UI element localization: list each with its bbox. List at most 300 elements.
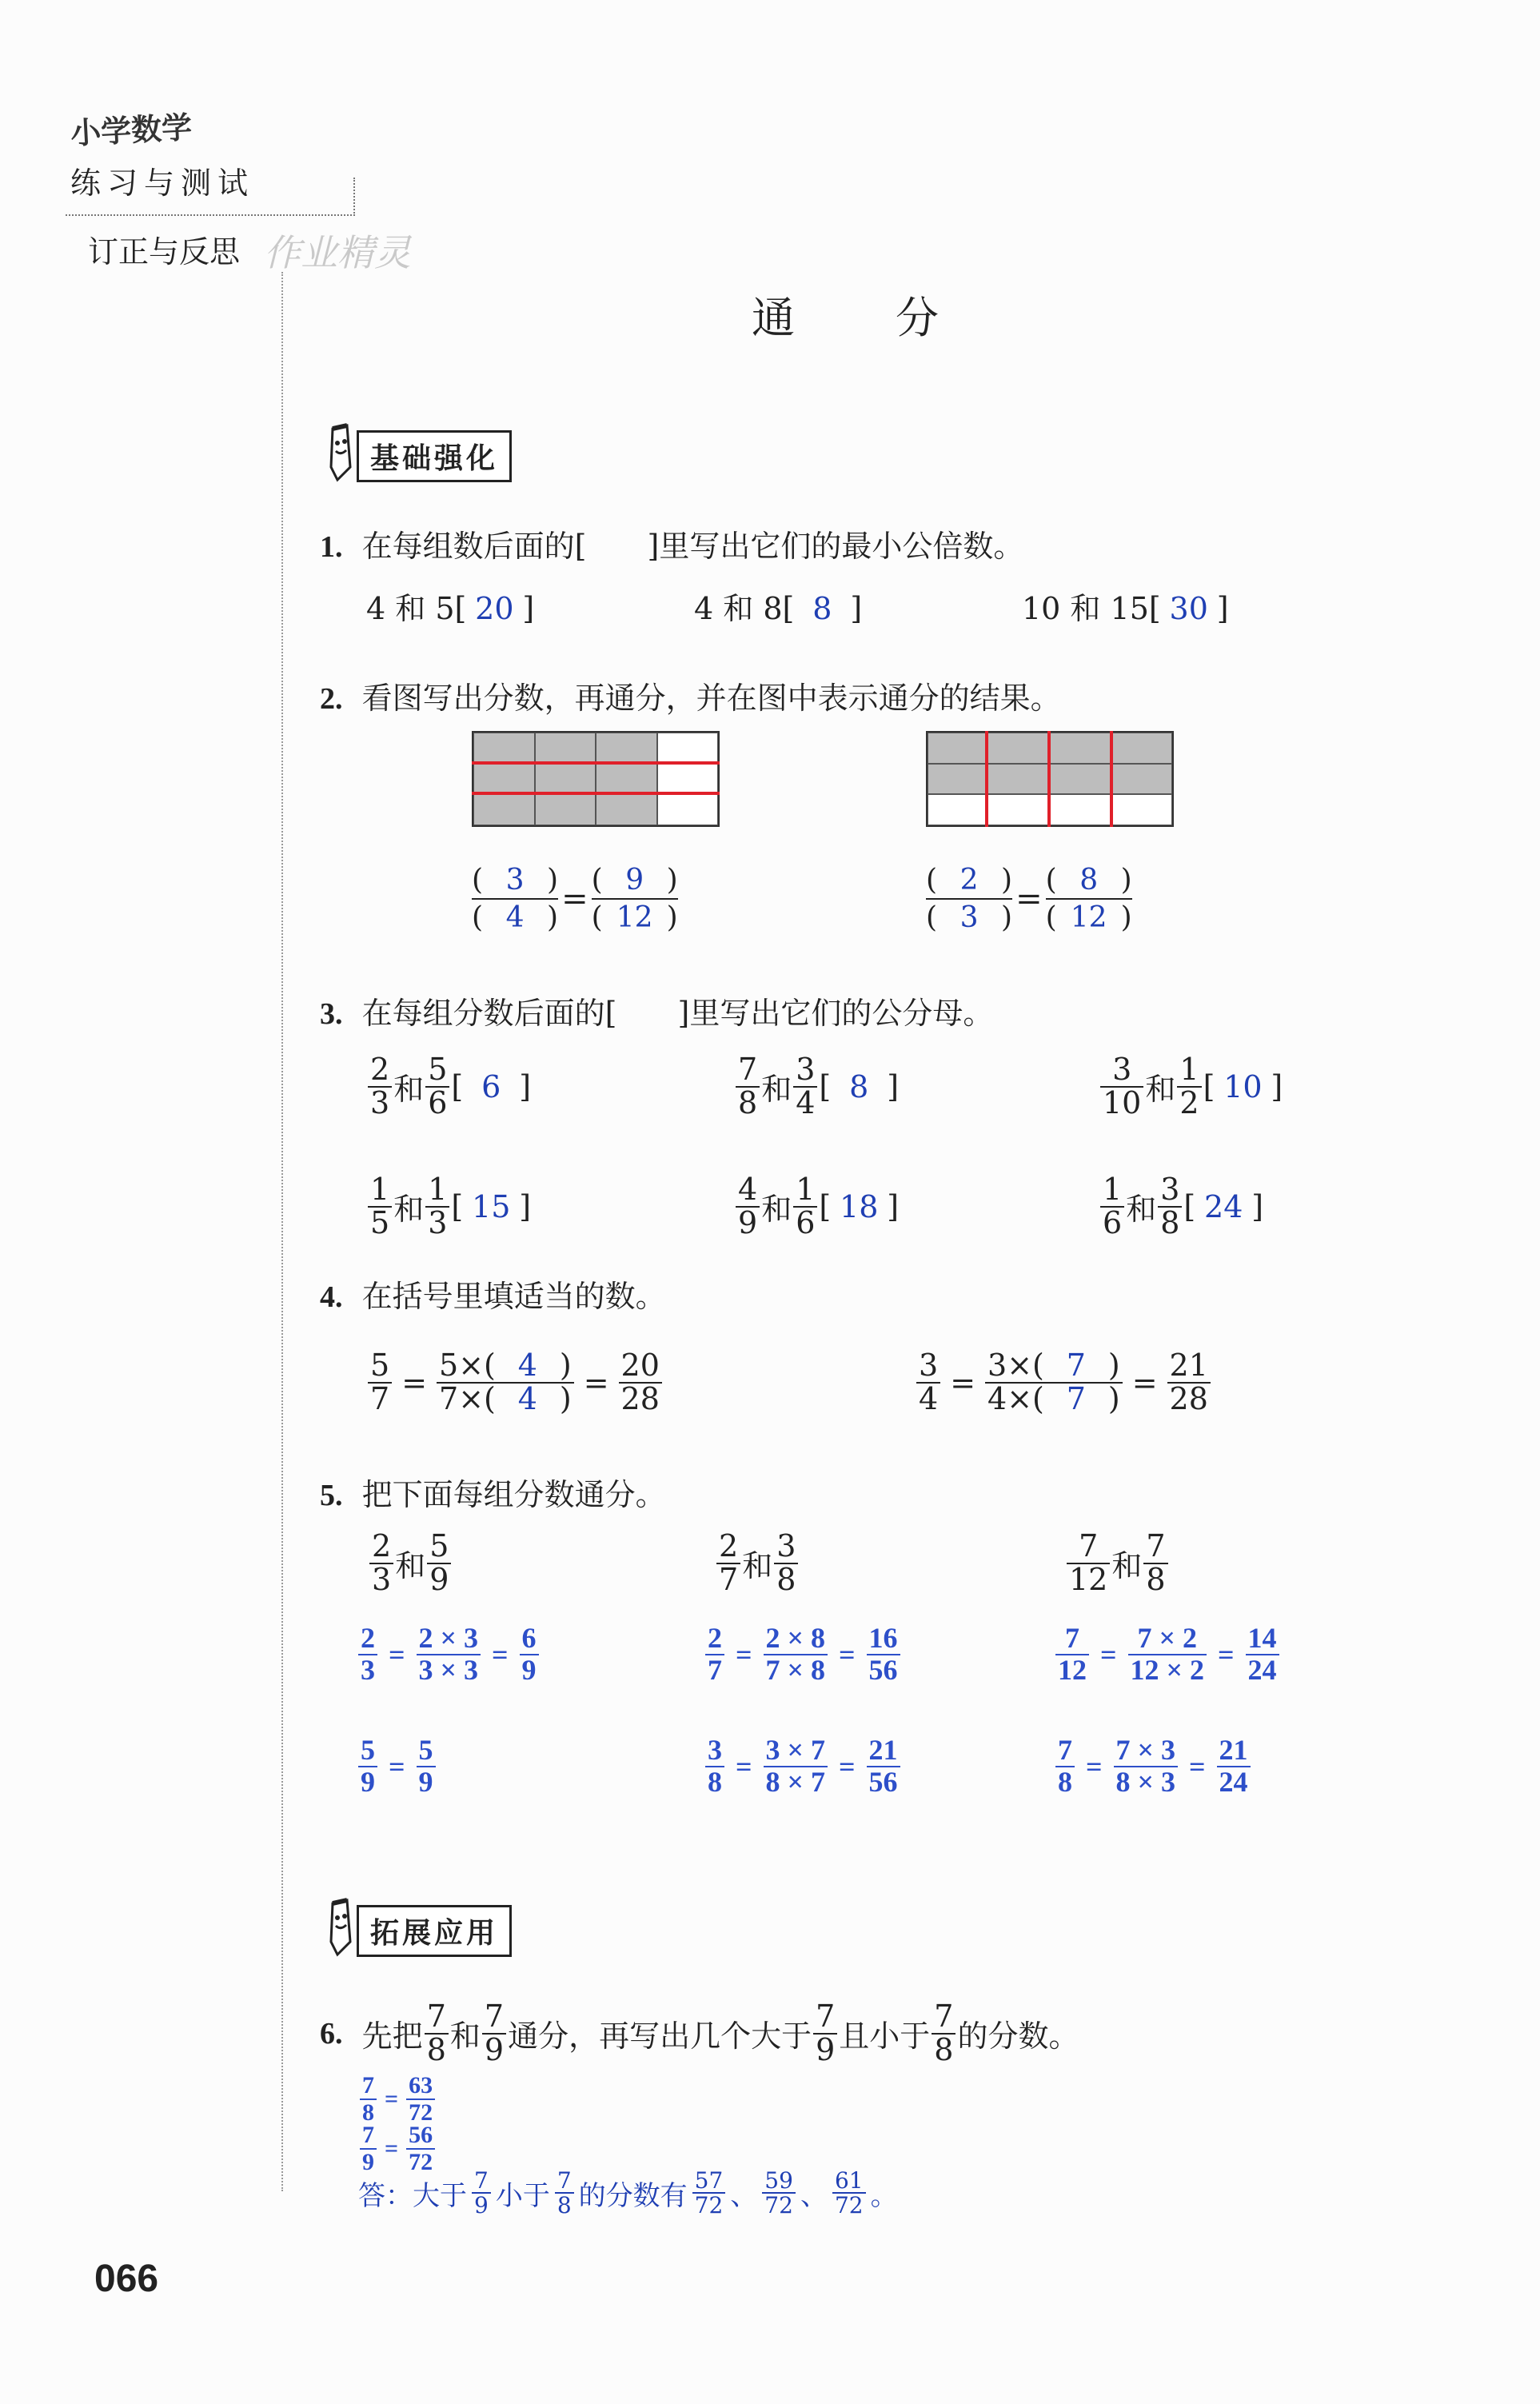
bracket-open: [ <box>1183 1188 1196 1224</box>
and-word: 和 <box>393 1072 425 1108</box>
multiplier: 5×( <box>439 1348 496 1383</box>
numerator: 7 <box>1065 1622 1079 1654</box>
fraction <box>926 862 1012 936</box>
numerator <box>592 862 678 898</box>
answer: 9 <box>625 864 644 897</box>
grid-cell-shaded <box>535 733 596 825</box>
denominator: 3 <box>368 1086 392 1120</box>
fraction <box>1158 1174 1182 1240</box>
q1-prompt <box>320 521 1023 565</box>
denominator: 28 <box>1167 1382 1211 1416</box>
q3-number: 3. <box>320 997 343 1031</box>
q1-answer: 20 <box>475 591 514 626</box>
numerator <box>472 862 558 898</box>
numerator <box>926 862 1012 898</box>
fraction <box>1100 1174 1124 1240</box>
denominator: 7 <box>368 1382 392 1416</box>
q3-item <box>734 1174 899 1240</box>
fraction <box>482 2001 506 2067</box>
q6-work-line <box>358 2122 437 2174</box>
fraction <box>425 1174 449 1240</box>
and-word: 和 <box>1145 1072 1176 1108</box>
denominator: 4 <box>793 1086 817 1120</box>
denominator: 72 <box>406 2148 435 2175</box>
q1-item <box>1022 584 1229 628</box>
q6-prompt <box>320 2001 1079 2067</box>
q5-group-prompt <box>715 1528 800 1597</box>
denominator: 5 <box>368 1206 392 1240</box>
numerator: 5 <box>361 1734 375 1766</box>
paren: ) <box>547 901 559 934</box>
answer: 3 <box>960 901 979 934</box>
fraction <box>1167 1350 1211 1416</box>
equals-sign: = <box>385 2085 399 2112</box>
denominator: 6 <box>793 1206 817 1240</box>
pencil-icon <box>320 422 357 489</box>
fraction <box>867 1623 900 1686</box>
fraction <box>736 1174 760 1240</box>
fraction <box>425 2001 449 2067</box>
numerator: 3 <box>1112 1052 1132 1087</box>
bracket-close: ] <box>519 1068 532 1104</box>
q6-number: 6. <box>320 2016 343 2051</box>
q6-answer <box>358 2169 898 2218</box>
denominator: 10 <box>1100 1086 1143 1120</box>
denominator: 9 <box>472 2192 491 2217</box>
answer: 8 <box>1079 864 1099 897</box>
and-word: 和 <box>742 1548 773 1584</box>
fraction <box>472 862 558 936</box>
fraction <box>520 1623 539 1686</box>
denominator: 4×( 7 ) <box>985 1382 1123 1416</box>
q6-text: 且小于 <box>839 2019 931 2055</box>
equals-sign: = <box>401 1364 428 1400</box>
q1-text: 在每组数后面的[ ]里写出它们的最小公倍数。 <box>361 529 1024 564</box>
series-title: 小学数学 <box>70 111 193 151</box>
bracket-open: [ <box>451 1068 464 1104</box>
answer-text: 小于 <box>495 2179 550 2212</box>
numerator: 2 <box>361 1622 375 1654</box>
equals-sign: = <box>950 1364 976 1400</box>
q1-item-label: 10 和 15[ <box>1022 591 1161 626</box>
numerator: 7 <box>934 1999 954 2034</box>
fraction <box>592 862 678 936</box>
denominator: 9 <box>360 2148 377 2175</box>
numerator: 4 <box>738 1172 758 1207</box>
denominator <box>1046 898 1132 936</box>
numerator: 5 <box>428 1052 448 1087</box>
paren: ( <box>591 864 603 897</box>
paren: ( <box>926 864 938 897</box>
denominator: 56 <box>867 1654 900 1686</box>
numerator: 5 <box>370 1348 390 1383</box>
fraction <box>427 1528 451 1597</box>
denominator: 4 <box>916 1382 940 1416</box>
denominator: 8 <box>1055 1766 1075 1798</box>
q1-item <box>694 584 862 628</box>
equals-sign: = <box>839 1750 856 1783</box>
numerator: 3 <box>796 1052 816 1087</box>
equals-sign: = <box>389 1638 405 1671</box>
denominator: 8 × 3 <box>1114 1766 1179 1798</box>
grid-cell <box>657 733 719 825</box>
fraction <box>406 2073 435 2125</box>
fraction <box>437 1350 574 1416</box>
fraction <box>867 1735 900 1798</box>
numerator: 21 <box>868 1734 898 1766</box>
fraction <box>793 1054 817 1120</box>
bracket-open: [ <box>451 1188 464 1224</box>
multiplier: 7×( <box>439 1380 496 1416</box>
numerator: 7 <box>1146 1528 1166 1563</box>
margin-divider <box>281 272 283 2191</box>
bracket-close: ] <box>887 1188 900 1224</box>
denominator: 8 <box>1158 1206 1182 1240</box>
q2-left-equation <box>472 862 678 936</box>
q3-text: 在每组分数后面的[ ]里写出它们的公分母。 <box>361 996 994 1031</box>
numerator: 1 <box>796 1172 816 1207</box>
denominator: 7 × 8 <box>764 1654 828 1686</box>
denominator: 3 <box>358 1654 377 1686</box>
fraction <box>793 1174 817 1240</box>
equals-sign: = <box>385 2134 399 2162</box>
denominator: 12 <box>1067 1563 1110 1596</box>
bracket-close: ] <box>519 1188 532 1224</box>
equals-sign: = <box>1189 1750 1206 1783</box>
section-basic-label: 基础强化 <box>357 430 512 482</box>
paren: ) <box>666 901 678 934</box>
answer: 3 <box>505 864 525 897</box>
answer: 12 <box>616 901 653 934</box>
numerator: 2 <box>708 1622 722 1654</box>
paren: ) <box>1120 901 1132 934</box>
answer: 4 <box>517 1380 537 1416</box>
numerator: 5×( 4 ) <box>439 1348 572 1383</box>
denominator: 2 <box>1177 1086 1201 1120</box>
denominator: 72 <box>762 2192 796 2217</box>
q1-item <box>366 584 534 628</box>
denominator: 3 <box>425 1206 449 1240</box>
denominator: 8 <box>774 1563 798 1596</box>
fraction <box>1114 1735 1179 1798</box>
numerator: 3 <box>919 1348 939 1383</box>
multiplier: 4×( <box>987 1380 1044 1416</box>
numerator: 59 <box>764 2167 793 2194</box>
fraction <box>1246 1623 1279 1686</box>
numerator: 2 × 3 <box>418 1622 479 1654</box>
denominator: 9 <box>736 1206 760 1240</box>
answer: 4 <box>505 901 525 934</box>
q5-prompt <box>320 1470 666 1514</box>
numerator: 6 <box>521 1622 537 1654</box>
numerator: 56 <box>409 2122 433 2148</box>
numerator: 7 × 3 <box>1115 1734 1176 1766</box>
numerator: 7 <box>557 2167 572 2194</box>
fraction <box>736 1054 760 1120</box>
answer: 2 <box>960 864 979 897</box>
paren: ( <box>472 901 484 934</box>
denominator: 3 × 3 <box>417 1654 481 1686</box>
denominator: 72 <box>832 2192 866 2217</box>
denominator: 6 <box>425 1086 449 1120</box>
bracket-open: [ <box>819 1188 832 1224</box>
q2-number: 2. <box>320 682 343 716</box>
numerator: 16 <box>868 1622 898 1654</box>
equals-sign: = <box>1131 1364 1158 1400</box>
numerator: 1 <box>1179 1052 1199 1087</box>
denominator: 8 <box>932 2033 956 2067</box>
numerator: 3 <box>776 1528 796 1563</box>
denominator: 12 <box>1055 1654 1089 1686</box>
and-word: 和 <box>395 1548 426 1584</box>
fraction <box>417 1623 481 1686</box>
numerator: 3 <box>1160 1172 1180 1207</box>
numerator: 7 <box>816 1999 836 2034</box>
fraction <box>1067 1528 1110 1597</box>
denominator: 9 <box>427 1563 451 1596</box>
denominator: 24 <box>1217 1766 1251 1798</box>
bracket-close: ] <box>850 591 863 626</box>
q5-group-prompt <box>368 1528 453 1597</box>
equals-sign: = <box>583 1364 609 1400</box>
bracket-close: ] <box>1271 1068 1283 1104</box>
numerator: 2 <box>370 1052 390 1087</box>
paren: ( <box>926 901 938 934</box>
q3-answer: 10 <box>1223 1068 1263 1104</box>
denominator: 9 <box>520 1654 539 1686</box>
q6-text: 的分数。 <box>957 2019 1079 2055</box>
q3-item <box>1099 1054 1283 1120</box>
q3-item <box>366 1054 531 1120</box>
q2-right-equation <box>926 862 1132 936</box>
equals-sign: = <box>492 1638 509 1671</box>
answer: 7 <box>1066 1348 1086 1383</box>
answer-text: 的分数有 <box>578 2179 688 2212</box>
denominator: 8 <box>360 2099 377 2126</box>
page-number: 066 <box>94 2258 159 2300</box>
fraction <box>716 1528 740 1597</box>
fraction <box>705 1623 724 1686</box>
q5-work-line <box>357 1735 437 1798</box>
fraction <box>1100 1054 1143 1120</box>
q5-work-line <box>357 1623 541 1686</box>
q2-text: 看图写出分数，再通分，并在图中表示通分的结果。 <box>361 681 1061 716</box>
numerator: 7 <box>426 1999 446 2034</box>
paren: ( <box>1045 864 1057 897</box>
numerator: 2 <box>372 1528 392 1563</box>
denominator: 12 × 2 <box>1128 1654 1207 1686</box>
denominator: 56 <box>867 1766 900 1798</box>
q3-answer: 18 <box>840 1188 879 1224</box>
red-divider-line <box>472 792 720 795</box>
q5-number: 5. <box>320 1479 343 1512</box>
numerator: 3 × 7 <box>765 1734 826 1766</box>
section-extend-label: 拓展应用 <box>357 1905 512 1957</box>
numerator: 3 <box>708 1734 722 1766</box>
numerator: 7 <box>362 2072 374 2099</box>
denominator: 6 <box>1100 1206 1124 1240</box>
series-subtitle: 练习与测试 <box>70 167 255 201</box>
fraction <box>692 2169 726 2218</box>
fraction <box>417 1735 436 1798</box>
fraction <box>762 2169 796 2218</box>
denominator: 8 <box>555 2192 574 2217</box>
paren: ) <box>1001 864 1013 897</box>
numerator: 7 <box>362 2122 374 2148</box>
period: 。 <box>870 2179 898 2212</box>
fraction <box>555 2169 574 2218</box>
numerator: 5 <box>429 1528 449 1563</box>
fraction <box>764 1623 828 1686</box>
q6-text: 和 <box>449 2019 481 2055</box>
fraction <box>425 1054 449 1120</box>
q3-answer: 6 <box>481 1068 501 1104</box>
numerator: 5 <box>418 1734 433 1766</box>
numerator: 1 <box>370 1172 390 1207</box>
fraction <box>368 1054 392 1120</box>
q6-text: 通分，再写出几个大于 <box>508 2019 812 2055</box>
fraction <box>813 2001 837 2067</box>
fraction <box>932 2001 956 2067</box>
and-word: 和 <box>1111 1548 1143 1584</box>
and-word: 和 <box>1126 1192 1157 1228</box>
denominator: 7 <box>705 1654 724 1686</box>
q5-work-line <box>704 1623 902 1686</box>
answer-text: 答：大于 <box>358 2179 467 2212</box>
equals-sign: = <box>839 1638 856 1671</box>
q1-item-label: 4 和 8[ <box>694 591 795 626</box>
fraction <box>358 1623 377 1686</box>
numerator: 63 <box>409 2072 433 2099</box>
equals-sign: = <box>1100 1638 1117 1671</box>
fraction <box>472 2169 491 2218</box>
fraction-grid-left <box>472 731 720 827</box>
q3-item <box>734 1054 899 1120</box>
denominator <box>592 898 678 936</box>
grid-cell-shaded <box>596 733 657 825</box>
answer: 12 <box>1070 901 1107 934</box>
fraction <box>705 1735 724 1798</box>
bracket-close: ] <box>522 591 535 626</box>
q3-answer: 15 <box>472 1188 511 1224</box>
section-basic <box>320 422 512 489</box>
numerator: 7 × 2 <box>1137 1622 1198 1654</box>
numerator: 21 <box>1219 1734 1248 1766</box>
numerator: 7 <box>474 2167 489 2194</box>
equals-sign: = <box>1015 881 1043 917</box>
fraction <box>1055 1623 1089 1686</box>
fraction <box>619 1350 662 1416</box>
fraction <box>360 2122 377 2174</box>
denominator: 8 × 7 <box>764 1766 828 1798</box>
separator: 、 <box>800 2179 828 2212</box>
fraction <box>916 1350 940 1416</box>
and-word: 和 <box>393 1192 425 1228</box>
fraction <box>1128 1623 1207 1686</box>
q4-right-equation <box>915 1350 1212 1416</box>
fraction <box>764 1735 828 1798</box>
denominator: 3 <box>369 1563 393 1596</box>
numerator: 3×( 7 ) <box>987 1348 1120 1383</box>
fraction <box>368 1350 392 1416</box>
denominator: 9 <box>813 2033 837 2067</box>
denominator: 9 <box>417 1766 436 1798</box>
q5-work-line <box>1054 1735 1252 1798</box>
denominator: 9 <box>482 2033 506 2067</box>
page-title: 通 分 <box>752 293 944 343</box>
denominator: 28 <box>619 1382 662 1416</box>
numerator <box>1046 862 1132 898</box>
q1-number: 1. <box>320 530 343 564</box>
numerator: 1 <box>1103 1172 1123 1207</box>
fraction <box>832 2169 866 2218</box>
pencil-icon <box>320 1897 357 1964</box>
fraction <box>1143 1528 1167 1597</box>
equals-sign: = <box>1218 1638 1235 1671</box>
q3-answer: 8 <box>849 1068 869 1104</box>
equals-sign: = <box>389 1750 405 1783</box>
bracket-close: ] <box>1251 1188 1264 1224</box>
and-word: 和 <box>761 1192 792 1228</box>
fraction <box>360 2073 377 2125</box>
denominator: 9 <box>358 1766 377 1798</box>
denominator <box>926 898 1012 936</box>
q4-prompt <box>320 1272 666 1316</box>
red-divider-line <box>472 761 720 765</box>
fraction <box>406 2122 435 2174</box>
bracket-close: ] <box>887 1068 900 1104</box>
fraction <box>1177 1054 1201 1120</box>
equals-sign: = <box>736 1750 752 1783</box>
q1-answer: 8 <box>812 591 832 626</box>
red-divider-line <box>1110 731 1113 827</box>
section-extend <box>320 1897 512 1964</box>
bracket-open: [ <box>819 1068 832 1104</box>
numerator: 57 <box>694 2167 724 2194</box>
paren: ) <box>666 864 678 897</box>
numerator: 7 <box>484 1999 505 2034</box>
watermark: 作业精灵 <box>264 231 411 274</box>
denominator <box>472 898 558 936</box>
q5-work-line <box>1054 1623 1281 1686</box>
numerator: 2 × 8 <box>765 1622 826 1654</box>
and-word: 和 <box>761 1072 792 1108</box>
fraction <box>358 1735 377 1798</box>
grid-cell-shaded <box>473 733 535 825</box>
q3-prompt <box>320 988 993 1032</box>
numerator: 2 <box>719 1528 739 1563</box>
q1-item-label: 4 和 5[ <box>366 591 467 626</box>
denominator: 8 <box>425 2033 449 2067</box>
header-dotted-box <box>66 178 355 216</box>
equals-sign: = <box>736 1638 752 1671</box>
q3-item <box>366 1174 531 1240</box>
numerator: 7 <box>1079 1528 1099 1563</box>
denominator: 8 <box>736 1086 760 1120</box>
q3-answer: 24 <box>1204 1188 1243 1224</box>
q3-item <box>1099 1174 1263 1240</box>
fraction <box>985 1350 1123 1416</box>
fraction <box>369 1528 393 1597</box>
bracket-close: ] <box>1216 591 1229 626</box>
denominator: 7 <box>716 1563 740 1596</box>
q4-text: 在括号里填适当的数。 <box>361 1279 666 1314</box>
q5-text: 把下面每组分数通分。 <box>361 1477 666 1512</box>
denominator: 8 <box>705 1766 724 1798</box>
multiplier: 3×( <box>987 1348 1044 1383</box>
fraction <box>1046 862 1132 936</box>
q2-prompt <box>320 673 1061 717</box>
